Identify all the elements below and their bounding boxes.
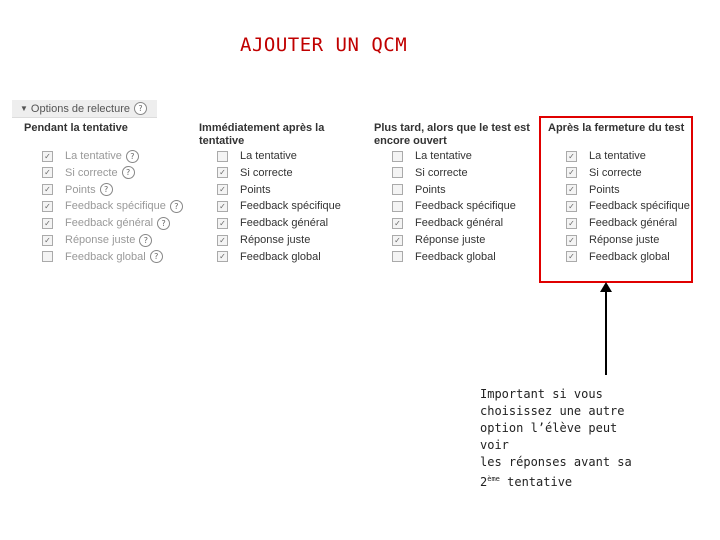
note-number: 2 [480, 475, 488, 489]
help-icon[interactable]: ? [126, 150, 139, 163]
option-row [217, 165, 293, 181]
option-label: Réponse juste [65, 234, 136, 246]
option-label: Si correcte [589, 166, 642, 179]
option-row [392, 165, 468, 181]
option-row [42, 232, 152, 248]
help-icon[interactable]: ? [139, 234, 152, 247]
option-row [42, 165, 135, 181]
option-label: Feedback général [415, 217, 504, 230]
option-row [42, 182, 113, 198]
section-header-label: Options de relecture [30, 102, 130, 115]
column-immediately-after [199, 122, 364, 148]
column-header: Plus tard, alors que le test est encore ouvert [374, 122, 530, 147]
help-icon[interactable]: ? [170, 200, 183, 213]
option-row [392, 182, 446, 198]
option-label: Feedback général [589, 217, 678, 230]
review-options-header[interactable] [12, 100, 157, 118]
option-checkbox[interactable] [392, 201, 403, 212]
option-label: Feedback global [65, 250, 146, 263]
check-mark-icon: ✓ [44, 218, 51, 228]
note-superscript: ème [487, 475, 500, 483]
option-label: Feedback général [65, 217, 154, 230]
option-label: Si correcte [240, 166, 293, 179]
check-mark-icon: ✓ [219, 235, 226, 245]
option-checkbox[interactable] [392, 235, 403, 246]
option-label: Points [240, 183, 271, 196]
option-checkbox[interactable] [217, 151, 228, 162]
triangle-down-icon: ▼ [20, 104, 28, 113]
check-mark-icon: ✓ [44, 168, 51, 178]
check-mark-icon: ✓ [394, 235, 401, 245]
help-icon[interactable]: ? [157, 217, 170, 230]
option-label: Si correcte [65, 166, 118, 179]
option-row [392, 198, 516, 214]
option-row [217, 148, 297, 164]
note-line [480, 471, 650, 491]
option-checkbox[interactable] [392, 151, 403, 162]
check-mark-icon: ✓ [219, 252, 226, 262]
option-label: Si correcte [415, 166, 468, 179]
option-label: La tentative [589, 150, 646, 162]
check-mark-icon: ✓ [44, 185, 51, 195]
option-checkbox[interactable] [217, 167, 228, 178]
check-mark-icon: ✓ [219, 185, 226, 195]
option-label: Feedback global [240, 250, 321, 263]
check-mark-icon: ✓ [44, 235, 51, 245]
option-row [42, 148, 139, 164]
option-label: La tentative [240, 150, 297, 162]
help-icon[interactable]: ? [122, 166, 135, 179]
option-label: Points [415, 183, 446, 196]
option-row [217, 198, 341, 214]
check-mark-icon: ✓ [219, 201, 226, 211]
check-mark-icon: ✓ [219, 168, 226, 178]
check-mark-icon: ✓ [394, 218, 401, 228]
column-later-while-open [374, 122, 539, 148]
check-mark-icon: ✓ [568, 235, 575, 245]
option-row [217, 215, 328, 231]
note-line: choisissez une autre [480, 404, 625, 418]
option-checkbox[interactable] [217, 235, 228, 246]
check-mark-icon: ✓ [568, 151, 575, 161]
option-checkbox[interactable] [392, 167, 403, 178]
note-line: option l’élève peut voir [480, 421, 618, 452]
check-mark-icon: ✓ [568, 218, 575, 228]
option-row [392, 148, 472, 164]
column-header: Après la fermeture du test [548, 122, 685, 134]
option-label: Feedback global [589, 250, 670, 263]
note-text: tentative [499, 475, 573, 489]
option-label: Feedback spécifique [65, 200, 166, 213]
column-during-attempt [24, 122, 189, 148]
option-label: La tentative [65, 150, 122, 162]
annotation-note [480, 386, 650, 491]
check-mark-icon: ✓ [568, 201, 575, 211]
help-icon[interactable]: ? [100, 183, 113, 196]
arrow-shaft [605, 290, 607, 375]
option-row [42, 249, 163, 265]
option-label: Réponse juste [415, 234, 486, 246]
help-icon[interactable]: ? [150, 250, 163, 263]
highlight-box-after-close [539, 116, 693, 283]
help-icon[interactable]: ? [134, 102, 147, 115]
option-label: Feedback spécifique [240, 200, 341, 213]
column-header: Pendant la tentative [24, 122, 128, 134]
option-row [217, 232, 310, 248]
option-checkbox [42, 251, 53, 262]
option-label: Feedback général [240, 217, 329, 230]
option-checkbox[interactable] [217, 184, 228, 195]
option-checkbox [42, 201, 53, 212]
option-row [217, 249, 321, 265]
option-label: La tentative [415, 150, 472, 162]
check-mark-icon: ✓ [568, 252, 575, 262]
option-row [392, 232, 485, 248]
option-label: Feedback spécifique [415, 200, 516, 213]
note-line: les réponses avant sa [480, 455, 632, 469]
option-checkbox[interactable] [392, 184, 403, 195]
option-row [392, 215, 503, 231]
option-checkbox[interactable] [392, 251, 403, 262]
option-checkbox [42, 184, 53, 195]
option-label: Réponse juste [240, 234, 311, 246]
option-label: Points [589, 183, 620, 196]
note-line: Important si vous [480, 387, 603, 401]
option-row [42, 215, 170, 231]
check-mark-icon: ✓ [44, 201, 51, 211]
check-mark-icon: ✓ [44, 151, 51, 161]
check-mark-icon: ✓ [568, 185, 575, 195]
option-checkbox[interactable] [392, 218, 403, 229]
option-row [217, 182, 271, 198]
option-label: Feedback global [415, 250, 496, 263]
option-label: Réponse juste [589, 234, 660, 246]
option-checkbox [42, 235, 53, 246]
option-row [42, 198, 183, 214]
option-checkbox [42, 167, 53, 178]
option-checkbox[interactable] [217, 201, 228, 212]
column-header: Immédiatement après la tentative [199, 122, 325, 147]
option-label: Feedback spécifique [589, 200, 690, 213]
option-checkbox[interactable] [217, 218, 228, 229]
option-label: Points [65, 183, 96, 196]
option-checkbox [42, 151, 53, 162]
check-mark-icon: ✓ [568, 168, 575, 178]
option-checkbox [42, 218, 53, 229]
check-mark-icon: ✓ [219, 218, 226, 228]
option-checkbox[interactable] [217, 251, 228, 262]
page-title: AJOUTER UN QCM [240, 34, 408, 56]
option-row [392, 249, 496, 265]
